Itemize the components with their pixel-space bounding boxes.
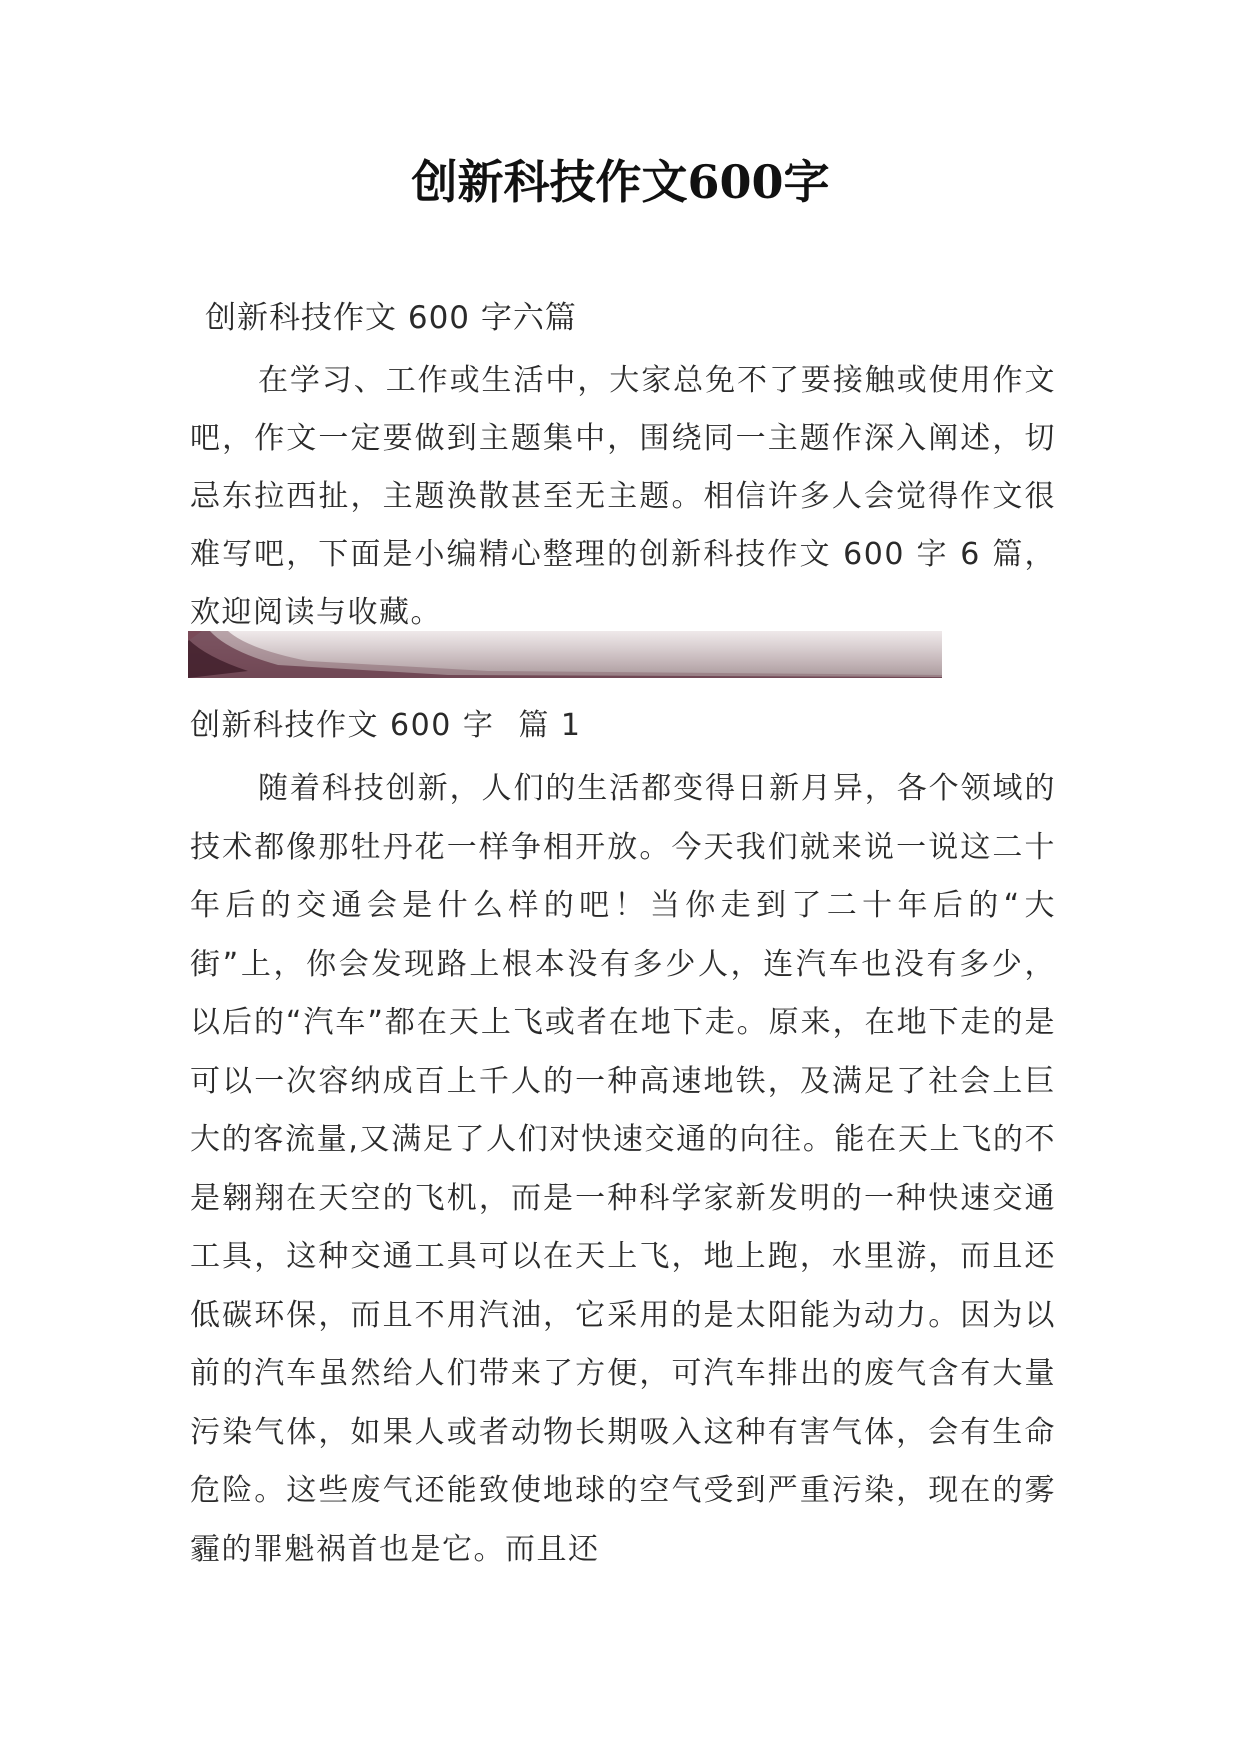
section-heading (190, 704, 581, 748)
document-subtitle: 创新科技作文 600 字六篇 (205, 300, 577, 336)
section-label: 篇 1 (518, 708, 582, 743)
section-title: 创新科技作文 600 字 (190, 708, 495, 743)
decorative-banner-image (188, 631, 942, 678)
intro-paragraph: 在学习、工作或生活中，大家总免不了要接触或使用作文吧，作文一定要做到主题集中，围绕同一主题作深入阐述，切忌东拉西扯，主题涣散甚至无主题。相信许多人会觉得作文很难写吧，下面是小编精心整理的创新科技作文 600 字 6 篇，欢迎阅读与收藏。 (190, 363, 1056, 630)
section-body-paragraph: 随着科技创新，人们的生活都变得日新月异，各个领域的技术都像那牡丹花一样争相开放。今天我们就来说一说这二十年后的交通会是什么样的吧！当你走到了二十年后的“大街”上，你会发现路上根本没有多少人，连汽车也没有多少，以后的“汽车”都在天上飞或者在地下走。原来，在地下走的是可以一次容纳成百上千人的一种高速地铁，及满足了社会上巨大的客流量,又满足了人们对快速交通的向往。能在天上飞的不是翱翔在天空的飞机，而是一种科学家新发明的一种快速交通工具，这种交通工具可以在天上飞，地上跑，水里游，而且还低碳环保，而且不用汽油，它采用的是太阳能为动力。因为以前的汽车虽然给人们带来了方便，可汽车排出的废气含有大量污染气体，如果人或者动物长期吸入这种有害气体，会有生命危险。这些废气还能致使地球的空气受到严重污染，现在的雾霾的罪魁祸首也是它。而且还 (190, 771, 1056, 1567)
page-title: 创新科技作文600字 (411, 155, 830, 209)
